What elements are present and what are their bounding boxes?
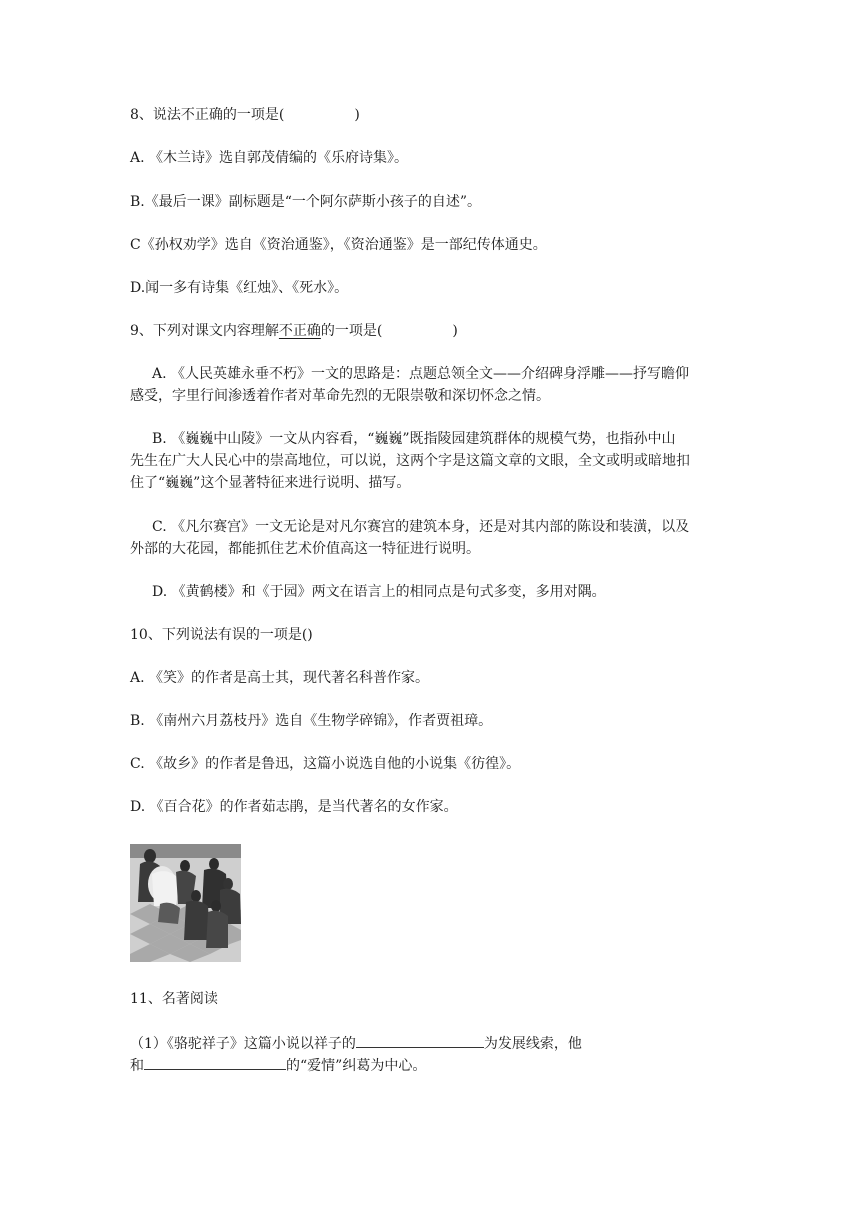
q10-stem: 10、下列说法有误的一项是() xyxy=(130,627,313,643)
q10-option-c: C. 《故乡》的作者是鲁迅，这篇小说选自他的小说集《彷徨》。 xyxy=(130,756,521,772)
q11-blank-2[interactable] xyxy=(144,1055,286,1070)
q8-option-c: C《孙权劝学》选自《资治通鉴》，《资治通鉴》是一部纪传体通史。 xyxy=(130,237,547,253)
q9-stem-prefix: 9、下列对课文内容理解 xyxy=(130,323,279,339)
illustration-photo xyxy=(130,844,241,962)
q10-option-a: A. 《笑》的作者是高士其，现代著名科普作家。 xyxy=(130,670,430,686)
q11-title: 11、名著阅读 xyxy=(130,991,218,1007)
q11-blank-1[interactable] xyxy=(356,1033,484,1048)
q9-option-b-line-1: B. 《巍巍中山陵》一文从内容看，“巍巍”既指陵园建筑群体的规模气势，也指孙中山 xyxy=(152,431,676,447)
q11-item-1-line-2 xyxy=(130,1055,426,1076)
q8-option-a: A. 《木兰诗》选自郭茂倩编的《乐府诗集》。 xyxy=(130,150,409,166)
q11-line2-prefix: 和 xyxy=(130,1058,144,1074)
q9-option-b-line-3: 住了“巍巍”这个显著特征来进行说明、描写。 xyxy=(130,475,411,491)
q9-option-d: D. 《黄鹤楼》和《于园》两文在语言上的相同点是句式多变，多用对隅。 xyxy=(152,584,606,600)
illustration-image xyxy=(130,844,241,962)
q9-option-c-line-2: 外部的大花园，都能抓住艺术价值高这一特征进行说明。 xyxy=(130,541,480,557)
q9-option-a-line-1: A. 《人民英雄永垂不朽》一文的思路是：点题总领全文——介绍碑身浮雕——抒写瞻仰 xyxy=(152,366,690,382)
q9-option-b-line-2: 先生在广大人民心中的崇高地位，可以说，这两个字是这篇文章的文眼，全文或明或暗地扣 xyxy=(130,453,690,469)
q9-stem-suffix: 的一项是( ) xyxy=(320,323,458,339)
q10-option-d: D. 《百合花》的作者茹志鹃，是当代著名的女作家。 xyxy=(130,799,458,815)
q9-option-c-line-1: C. 《凡尔赛宫》一文无论是对凡尔赛宫的建筑本身，还是对其内部的陈设和装潢，以及 xyxy=(152,519,690,535)
q11-line1-prefix: （1）《骆驼祥子》这篇小说以祥子的 xyxy=(130,1036,356,1052)
q9-stem xyxy=(130,321,458,341)
q8-stem: 8、说法不正确的一项是( ) xyxy=(130,107,360,123)
q8-option-b: B.《最后一课》副标题是“一个阿尔萨斯小孩子的自述”。 xyxy=(130,194,482,210)
q11-line1-suffix: 为发展线索，他 xyxy=(483,1036,582,1052)
q8-option-d: D.闻一多有诗集《红烛》、《死水》。 xyxy=(130,280,349,296)
q11-line2-suffix: 的“爱情”纠葛为中心。 xyxy=(286,1058,427,1074)
q11-item-1-line-1 xyxy=(130,1033,582,1054)
q9-stem-underlined: 不正确 xyxy=(278,323,321,339)
q10-option-b: B. 《南州六月荔枝丹》选自《生物学碎锦》，作者贾祖璋。 xyxy=(130,713,493,729)
q9-option-a-line-2: 感受，字里行间渗透着作者对革命先烈的无限崇敬和深切怀念之情。 xyxy=(130,388,550,404)
